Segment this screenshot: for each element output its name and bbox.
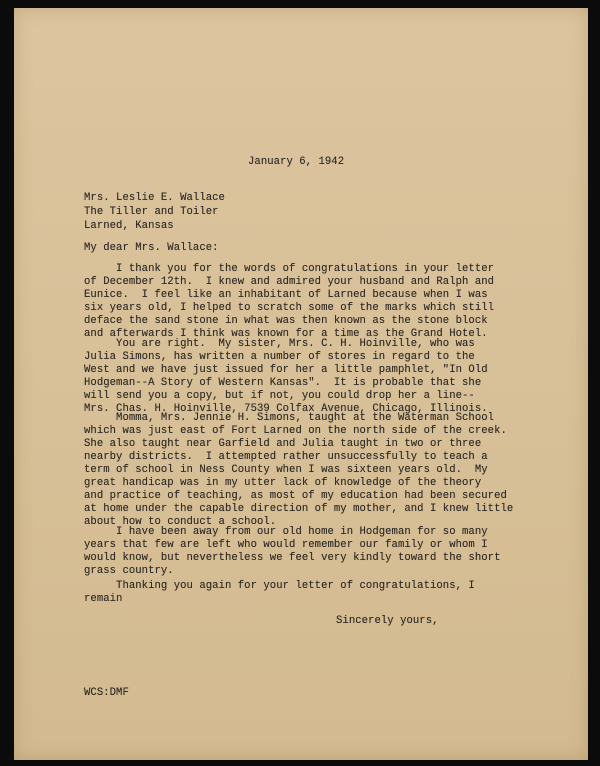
paragraph-line: Thanking you again for your letter of congratulations, I [84,580,475,592]
paragraph-line: years that few are left who would remember our family or whom I [84,539,488,551]
paragraph-line: She also taught near Garfield and Julia taught in two or three [84,438,482,450]
paragraph-line: will send you a copy, but if not, you could drop her a line-- [84,390,475,402]
paragraph-line: which was just east of Fort Larned on the north side of the creek. [84,425,507,437]
closing: Sincerely yours, [336,615,439,627]
paragraph-line: Mrs. Chas. H. Hoinville, 7539 Colfax Avenue, Chicago, Illinois. [84,403,488,415]
paragraph-line: about how to conduct a school. [84,516,277,528]
paragraph-line: Hodgeman--A Story of Western Kansas". It is probable that she [84,377,482,389]
paragraph-line: Julia Simons, has written a number of stores in regard to the [84,351,475,363]
letter-date: January 6, 1942 [248,156,345,168]
paragraph-line: of December 12th. I knew and admired your husband and Ralph and [84,276,495,288]
salutation: My dear Mrs. Wallace: [84,242,219,254]
paragraph-line: and practice of teaching, as most of my education had been secured [84,490,507,502]
paragraph-line: six years old, I helped to scratch some of the marks which still [84,302,495,314]
recipient-line-2: The Tiller and Toiler [84,206,219,218]
paragraph-line: West and we have just issued for her a little pamphlet, "In Old [84,364,488,376]
paragraph-line: Momma, Mrs. Jennie H. Simons, taught at the Waterman School [84,412,495,424]
paragraph-line: deface the sand stone in what was then known as the stone block [84,315,488,327]
paragraph-line: I have been away from our old home in Hodgeman for so many [84,526,488,538]
paragraph-line: would know, but nevertheless we feel very kindly toward the short [84,552,501,564]
paragraph-line: remain [84,593,123,605]
paragraph-line: Eunice. I feel like an inhabitant of Larned because when I was [84,289,488,301]
paragraph-line: at home under the capable direction of my mother, and I knew little [84,503,514,515]
recipient-line-3: Larned, Kansas [84,220,174,232]
paragraph-line: and afterwards I think was known for a time as the Grand Hotel. [84,328,488,340]
paragraph-line: grass country. [84,565,174,577]
paragraph-line: great handicap was in my utter lack of knowledge of the theory [84,477,482,489]
paragraph-line: You are right. My sister, Mrs. C. H. Hoinville, who was [84,338,475,350]
typist-initials: WCS:DMF [84,687,129,699]
paragraph-line: I thank you for the words of congratulations in your letter [84,263,495,275]
paragraph-line: nearby districts. I attempted rather unsuccessfully to teach a [84,451,488,463]
letter-page [14,8,588,760]
recipient-line-1: Mrs. Leslie E. Wallace [84,192,225,204]
paragraph-line: term of school in Ness County when I was sixteen years old. My [84,464,488,476]
